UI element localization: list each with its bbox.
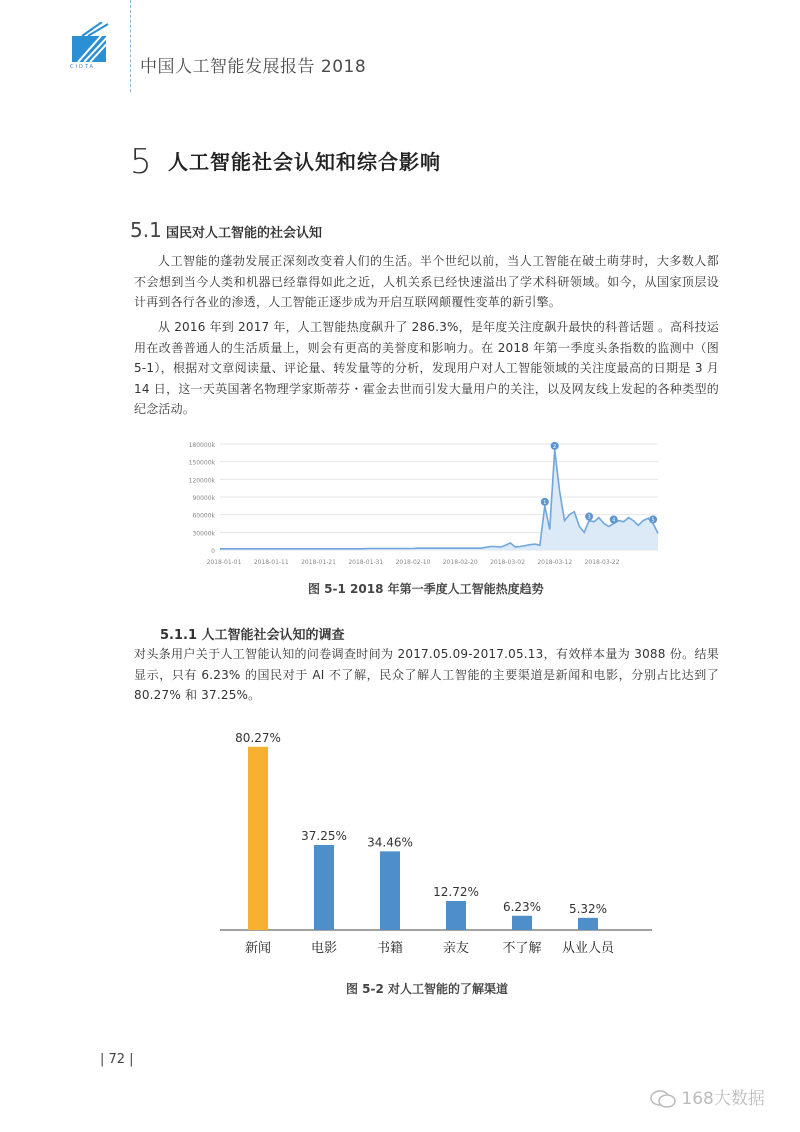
y-tick-label: 90000k [192,495,215,502]
wechat-icon [650,1089,676,1109]
x-tick-label: 2018-02-10 [395,559,431,566]
x-tick-label: 2018-02-20 [442,559,478,566]
y-tick-label: 180000k [188,442,215,449]
bar-category-label: 不了解 [502,941,542,956]
chapter-number: 5 [130,142,152,182]
figure-1-caption: 图 5-1 2018 年第一季度人工智能热度趋势 [308,582,544,596]
section-number: 5.1 [130,218,162,242]
page-number: | 72 | [100,1052,134,1067]
bar-category-label: 亲友 [442,941,470,956]
chapter-title: 人工智能社会认知和综合影响 [168,150,441,174]
bar [314,845,334,930]
peak-marker-label: 4 [612,517,616,524]
bar-value-label: 80.27% [235,730,281,745]
awareness-channel-chart [220,716,660,964]
x-tick-label: 2018-01-31 [348,559,384,566]
bar [248,747,268,930]
bar-category-label: 电影 [310,941,338,956]
header-divider [130,0,131,92]
y-tick-label: 120000k [188,477,215,485]
figure-2-caption: 图 5-2 对人工智能的了解渠道 [346,982,509,996]
x-tick-label: 2018-01-01 [206,559,242,566]
report-title: 中国人工智能发展报告 2018 [140,57,367,77]
peak-marker-label: 1 [543,499,547,506]
watermark [650,1084,765,1109]
peak-marker-label: 2 [553,443,557,450]
section-title: 国民对人工智能的社会认知 [166,226,323,241]
bar-value-label: 37.25% [301,828,347,843]
logo-icon [68,22,114,62]
bar-value-label: 6.23% [502,899,542,914]
paragraph-2: 从 2016 年到 2017 年，人工智能热度飙升了 286.3%，是年度关注度飙升最快的科普话题 。高科技运用在改善普通人的生活质量上，则会有更高的美誉度和影响力。在 2018 年第一季度头条指数的监测中（图 5-1），根据对文章阅读量、评论量、转发量等的分析，发现用户对人工智能领域的关注度最高的日期是 3 月 14 日，这一天英国著名物理学家斯蒂芬・霍金去世而引发大量用户的关注，以及网友线上发起的各种类型的纪念活动。 [134,320,719,416]
paragraph-3: 对头条用户关于人工智能认知的问卷调查时间为 2017.05.09-2017.05.13，有效样本量为 3088 份。结果显示，只有 6.23% 的国民对于 AI 不了解，民众了解人工智能的主要渠道是新闻和电影，分别占比达到了 80.27% 和 37.25%。 [134,647,719,702]
subsection-title: 5.1.1 人工智能社会认知的调查 [160,628,345,643]
y-tick-label: 150000k [188,459,215,467]
watermark-text: 168大数据 [681,1089,765,1109]
bar [446,901,466,930]
bar [380,851,400,930]
y-tick-label: 0 [211,548,215,555]
bar-value-label: 5.32% [568,901,608,916]
logo-text: CIDTA [70,64,95,70]
y-tick-label: 30000k [192,530,215,538]
bar [512,916,532,930]
heat-trend-chart [180,436,660,572]
x-tick-label: 2018-03-12 [537,559,573,566]
series-area [220,450,658,550]
paragraph-1: 人工智能的蓬勃发展正深刻改变着人们的生活。半个世纪以前，当人工智能在破土萌芽时，大多数人都不会想到当今人类和机器已经靠得如此之近，人机关系已经快速溢出了学术科研领域。如今，从国家顶层设计再到各行各业的渗透，人工智能正逐步成为开启互联网颠覆性变革的新引擎。 [134,254,719,309]
bar-category-label: 书籍 [376,941,404,956]
x-tick-label: 2018-01-11 [253,559,289,566]
x-tick-label: 2018-03-02 [490,559,525,566]
peak-marker-label: 3 [587,514,591,521]
bar-value-label: 34.46% [367,835,413,850]
bar-category-label: 新闻 [244,941,272,956]
bar-value-label: 12.72% [433,884,479,899]
y-tick-label: 60000k [192,512,215,520]
bar-category-label: 从业人员 [561,941,615,956]
bar [578,918,598,930]
x-tick-label: 2018-01-21 [301,559,336,566]
peak-marker-label: 5 [651,517,655,524]
x-tick-label: 2018-03-22 [584,559,620,566]
logo [68,22,114,62]
